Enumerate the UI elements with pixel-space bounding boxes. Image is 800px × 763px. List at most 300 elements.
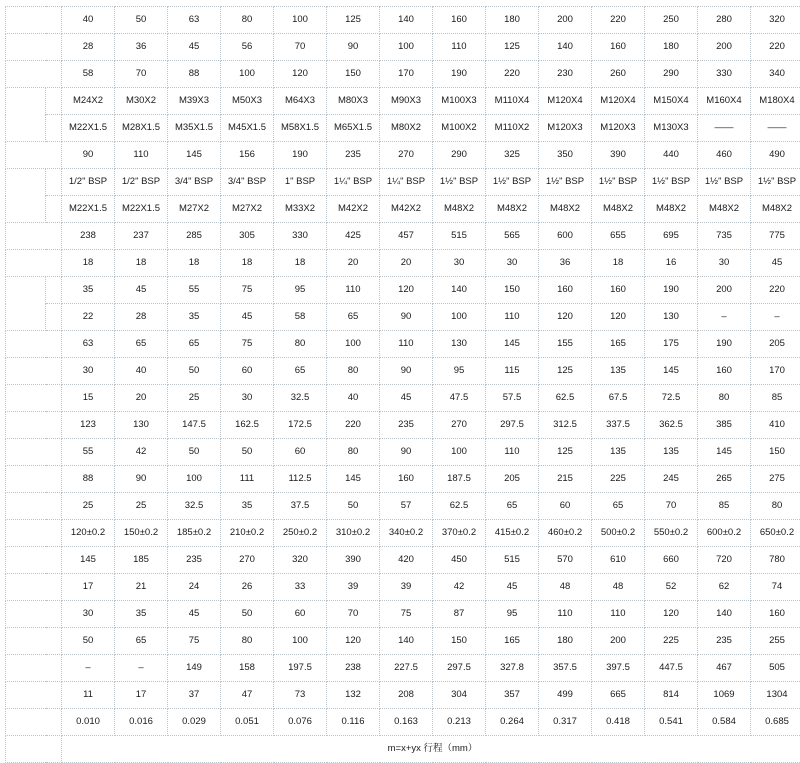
row-label-L6: L₆ bbox=[6, 358, 62, 385]
cell-piston-diameter-6: 125 bbox=[327, 7, 380, 34]
cell-D1-9: 220 bbox=[486, 61, 539, 88]
cell-D5-3: 145 bbox=[168, 142, 221, 169]
cell-D7-01-4: 3/4" BSP bbox=[221, 169, 274, 196]
cell-D2-G-7: M80X2 bbox=[380, 115, 433, 142]
table-row bbox=[6, 88, 800, 115]
cell-L7-14: 85 bbox=[751, 385, 800, 412]
cell-L8-12: 362.5 bbox=[645, 412, 698, 439]
cell-D7-02-13: M48X2 bbox=[698, 196, 751, 223]
cell-piston-diameter-2: 50 bbox=[115, 7, 168, 34]
cell-d1-9: 45 bbox=[486, 574, 539, 601]
cell-L7-2: 20 bbox=[115, 385, 168, 412]
cell-piston-diameter-4: 80 bbox=[221, 7, 274, 34]
cell-D7-01-2: 1/2" BSP bbox=[115, 169, 168, 196]
cell-h4-4: 158 bbox=[221, 655, 274, 682]
cell-L6-14: 170 bbox=[751, 358, 800, 385]
cell-h4-10: 357.5 bbox=[539, 655, 592, 682]
cell-piston-diameter-10: 200 bbox=[539, 7, 592, 34]
cell-h2-7: 75 bbox=[380, 601, 433, 628]
cell-piston-diameter-12: 250 bbox=[645, 7, 698, 34]
cell-D2-G-5: M58X1.5 bbox=[274, 115, 327, 142]
cell-L8-9: 297.5 bbox=[486, 412, 539, 439]
cell-L12-1: 88 bbox=[62, 466, 115, 493]
cell-L9-5: 60 bbox=[274, 439, 327, 466]
cell-d1-5: 33 bbox=[274, 574, 327, 601]
cell-L8-11: 337.5 bbox=[592, 412, 645, 439]
cell-L8-3: 147.5 bbox=[168, 412, 221, 439]
cell-D2-A-5: M64X3 bbox=[274, 88, 327, 115]
cell-piston-diameter-3: 63 bbox=[168, 7, 221, 34]
cell-D7-02-8: M48X2 bbox=[433, 196, 486, 223]
cell-coefficient-x-14: 1304 bbox=[751, 682, 800, 709]
cell-L13-12: 70 bbox=[645, 493, 698, 520]
cell-D2-G-10: M120X3 bbox=[539, 115, 592, 142]
cell-D7-02-3: M27X2 bbox=[168, 196, 221, 223]
cell-D7-01-14: 1½" BSP bbox=[751, 169, 800, 196]
row-label-D2-A: D₂ bbox=[6, 88, 46, 142]
cell-L0-13: 735 bbox=[698, 223, 751, 250]
cell-d1-7: 39 bbox=[380, 574, 433, 601]
cell-D2-A-6: M80X3 bbox=[327, 88, 380, 115]
cell-D7-01-8: 1½" BSP bbox=[433, 169, 486, 196]
row-sublabel-L2-G: G bbox=[46, 304, 62, 331]
cell-h2-1: 30 bbox=[62, 601, 115, 628]
cell-L0-5: 330 bbox=[274, 223, 327, 250]
cell-L2-A-8: 140 bbox=[433, 277, 486, 304]
cell-D5-7: 270 bbox=[380, 142, 433, 169]
row-sublabel-D7-02: 02 bbox=[46, 196, 62, 223]
cell-h4-13: 467 bbox=[698, 655, 751, 682]
cell-rod-diameter-1: 28 bbox=[62, 34, 115, 61]
cell-D7-02-5: M33X2 bbox=[274, 196, 327, 223]
cell-L12-3: 100 bbox=[168, 466, 221, 493]
cell-L4-11: 165 bbox=[592, 331, 645, 358]
cell-coefficient-y-4: 0.051 bbox=[221, 709, 274, 736]
cell-L13-8: 62.5 bbox=[433, 493, 486, 520]
cell-L15-7: 420 bbox=[380, 547, 433, 574]
row-label-L14: L₁₄ bbox=[6, 520, 62, 547]
cell-L2-G-7: 90 bbox=[380, 304, 433, 331]
cell-h3-1: 50 bbox=[62, 628, 115, 655]
cell-L1-5: 18 bbox=[274, 250, 327, 277]
cell-L2-G-14: – bbox=[751, 304, 800, 331]
cell-L2-G-4: 45 bbox=[221, 304, 274, 331]
cell-L2-A-13: 200 bbox=[698, 277, 751, 304]
cell-L0-4: 305 bbox=[221, 223, 274, 250]
cell-h3-13: 235 bbox=[698, 628, 751, 655]
cell-L6-6: 80 bbox=[327, 358, 380, 385]
cell-L6-9: 115 bbox=[486, 358, 539, 385]
table-row bbox=[6, 520, 800, 547]
cell-L6-5: 65 bbox=[274, 358, 327, 385]
cell-d1-8: 42 bbox=[433, 574, 486, 601]
cell-L7-8: 47.5 bbox=[433, 385, 486, 412]
cell-h2-10: 110 bbox=[539, 601, 592, 628]
cell-L9-3: 50 bbox=[168, 439, 221, 466]
cell-D2-A-1: M24X2 bbox=[62, 88, 115, 115]
cell-L4-13: 190 bbox=[698, 331, 751, 358]
cell-L12-14: 275 bbox=[751, 466, 800, 493]
table-row bbox=[6, 142, 800, 169]
cell-coefficient-x-4: 47 bbox=[221, 682, 274, 709]
cell-D7-02-1: M22X1.5 bbox=[62, 196, 115, 223]
cell-L14-10: 460±0.2 bbox=[539, 520, 592, 547]
row-label-rod-diameter: 活塞杆直径 bbox=[6, 34, 62, 61]
cell-h3-3: 75 bbox=[168, 628, 221, 655]
table-row bbox=[6, 682, 800, 709]
cell-L15-11: 610 bbox=[592, 547, 645, 574]
cell-h2-5: 60 bbox=[274, 601, 327, 628]
cell-D5-10: 350 bbox=[539, 142, 592, 169]
cell-D2-A-11: M120X4 bbox=[592, 88, 645, 115]
row-label-L9: L₉ bbox=[6, 439, 62, 466]
cell-L9-14: 150 bbox=[751, 439, 800, 466]
cell-D2-A-13: M160X4 bbox=[698, 88, 751, 115]
cell-L14-5: 250±0.2 bbox=[274, 520, 327, 547]
row-label-L15: L₁₅ bbox=[6, 547, 62, 574]
cell-D5-13: 460 bbox=[698, 142, 751, 169]
cell-D2-A-12: M150X4 bbox=[645, 88, 698, 115]
cell-L14-12: 550±0.2 bbox=[645, 520, 698, 547]
cell-h2-4: 50 bbox=[221, 601, 274, 628]
cell-L4-5: 80 bbox=[274, 331, 327, 358]
cell-L2-A-4: 75 bbox=[221, 277, 274, 304]
cell-L13-10: 60 bbox=[539, 493, 592, 520]
table-row bbox=[6, 34, 800, 61]
table-row bbox=[6, 574, 800, 601]
table-row bbox=[6, 115, 800, 142]
cell-L8-7: 235 bbox=[380, 412, 433, 439]
cell-D5-6: 235 bbox=[327, 142, 380, 169]
row-label-h4: h₄ bbox=[6, 655, 62, 682]
cell-D2-G-2: M28X1.5 bbox=[115, 115, 168, 142]
cell-L1-11: 18 bbox=[592, 250, 645, 277]
cell-L2-G-5: 58 bbox=[274, 304, 327, 331]
cell-L7-4: 30 bbox=[221, 385, 274, 412]
cell-D2-G-1: M22X1.5 bbox=[62, 115, 115, 142]
cell-L2-A-5: 95 bbox=[274, 277, 327, 304]
cell-D5-11: 390 bbox=[592, 142, 645, 169]
cell-L0-11: 655 bbox=[592, 223, 645, 250]
cell-L0-12: 695 bbox=[645, 223, 698, 250]
cell-L2-A-12: 190 bbox=[645, 277, 698, 304]
row-label-d1: d₁ bbox=[6, 574, 62, 601]
cell-L9-4: 50 bbox=[221, 439, 274, 466]
cell-rod-diameter-12: 180 bbox=[645, 34, 698, 61]
cell-L7-9: 57.5 bbox=[486, 385, 539, 412]
cell-L13-5: 37.5 bbox=[274, 493, 327, 520]
cell-L4-3: 65 bbox=[168, 331, 221, 358]
cell-D7-01-1: 1/2" BSP bbox=[62, 169, 115, 196]
cell-rod-diameter-11: 160 bbox=[592, 34, 645, 61]
cell-d1-10: 48 bbox=[539, 574, 592, 601]
cell-rod-diameter-10: 140 bbox=[539, 34, 592, 61]
cell-L12-8: 187.5 bbox=[433, 466, 486, 493]
cell-coefficient-x-9: 357 bbox=[486, 682, 539, 709]
cell-d1-3: 24 bbox=[168, 574, 221, 601]
cell-L6-11: 135 bbox=[592, 358, 645, 385]
cell-L14-8: 370±0.2 bbox=[433, 520, 486, 547]
table-row bbox=[6, 466, 800, 493]
cell-D1-13: 330 bbox=[698, 61, 751, 88]
table-row bbox=[6, 196, 800, 223]
cell-h2-2: 35 bbox=[115, 601, 168, 628]
cell-h3-11: 200 bbox=[592, 628, 645, 655]
cell-piston-diameter-5: 100 bbox=[274, 7, 327, 34]
cell-L13-3: 32.5 bbox=[168, 493, 221, 520]
cell-L1-8: 30 bbox=[433, 250, 486, 277]
cell-L7-10: 62.5 bbox=[539, 385, 592, 412]
cell-D2-G-3: M35X1.5 bbox=[168, 115, 221, 142]
cell-L14-4: 210±0.2 bbox=[221, 520, 274, 547]
cell-L15-10: 570 bbox=[539, 547, 592, 574]
cell-coefficient-y-13: 0.584 bbox=[698, 709, 751, 736]
cell-h3-12: 225 bbox=[645, 628, 698, 655]
cell-L8-5: 172.5 bbox=[274, 412, 327, 439]
cell-L13-6: 50 bbox=[327, 493, 380, 520]
cell-h4-14: 505 bbox=[751, 655, 800, 682]
cell-L15-12: 660 bbox=[645, 547, 698, 574]
table-row bbox=[6, 358, 800, 385]
cell-L12-10: 215 bbox=[539, 466, 592, 493]
cell-D7-01-10: 1½" BSP bbox=[539, 169, 592, 196]
table-row bbox=[6, 7, 800, 34]
cell-L0-1: 238 bbox=[62, 223, 115, 250]
cell-L13-13: 85 bbox=[698, 493, 751, 520]
cell-h4-5: 197.5 bbox=[274, 655, 327, 682]
cell-L0-6: 425 bbox=[327, 223, 380, 250]
cell-L7-6: 40 bbox=[327, 385, 380, 412]
cell-L7-1: 15 bbox=[62, 385, 115, 412]
cell-coefficient-y-7: 0.163 bbox=[380, 709, 433, 736]
row-label-L2-A: L₂ bbox=[6, 277, 46, 331]
cell-L12-9: 205 bbox=[486, 466, 539, 493]
cell-rod-diameter-13: 200 bbox=[698, 34, 751, 61]
cell-h2-9: 95 bbox=[486, 601, 539, 628]
cell-coefficient-y-5: 0.076 bbox=[274, 709, 327, 736]
cell-L2-G-10: 120 bbox=[539, 304, 592, 331]
cell-L14-1: 120±0.2 bbox=[62, 520, 115, 547]
table-row bbox=[6, 493, 800, 520]
cell-L1-7: 20 bbox=[380, 250, 433, 277]
cell-L2-A-14: 220 bbox=[751, 277, 800, 304]
cell-D2-A-4: M50X3 bbox=[221, 88, 274, 115]
cell-piston-diameter-9: 180 bbox=[486, 7, 539, 34]
cell-L1-12: 16 bbox=[645, 250, 698, 277]
table-row bbox=[6, 385, 800, 412]
cell-L8-13: 385 bbox=[698, 412, 751, 439]
cell-L13-1: 25 bbox=[62, 493, 115, 520]
cell-D1-1: 58 bbox=[62, 61, 115, 88]
cell-L8-2: 130 bbox=[115, 412, 168, 439]
cell-D2-A-7: M90X3 bbox=[380, 88, 433, 115]
row-label-h2: h₂ bbox=[6, 601, 62, 628]
cell-L9-7: 90 bbox=[380, 439, 433, 466]
cell-L6-2: 40 bbox=[115, 358, 168, 385]
cell-D1-5: 120 bbox=[274, 61, 327, 88]
table-row bbox=[6, 628, 800, 655]
cell-L14-13: 600±0.2 bbox=[698, 520, 751, 547]
cell-piston-diameter-13: 280 bbox=[698, 7, 751, 34]
cell-L2-G-11: 120 bbox=[592, 304, 645, 331]
cell-L6-7: 90 bbox=[380, 358, 433, 385]
cell-L4-8: 130 bbox=[433, 331, 486, 358]
cell-L1-6: 20 bbox=[327, 250, 380, 277]
cell-L0-7: 457 bbox=[380, 223, 433, 250]
cell-L4-7: 110 bbox=[380, 331, 433, 358]
cell-coefficient-y-12: 0.541 bbox=[645, 709, 698, 736]
cell-h3-8: 150 bbox=[433, 628, 486, 655]
cell-L14-2: 150±0.2 bbox=[115, 520, 168, 547]
cell-D7-02-11: M48X2 bbox=[592, 196, 645, 223]
cell-coefficient-x-10: 499 bbox=[539, 682, 592, 709]
cell-L2-A-7: 120 bbox=[380, 277, 433, 304]
row-label-weight: 重量 kg bbox=[6, 736, 62, 763]
cell-coefficient-x-11: 665 bbox=[592, 682, 645, 709]
row-label-L4: L₄ bbox=[6, 331, 62, 358]
cell-D1-12: 290 bbox=[645, 61, 698, 88]
cell-D2-G-14: —— bbox=[751, 115, 800, 142]
cell-L12-11: 225 bbox=[592, 466, 645, 493]
row-sublabel-D2-A: A bbox=[46, 88, 62, 115]
cell-D2-A-3: M39X3 bbox=[168, 88, 221, 115]
cell-L4-12: 175 bbox=[645, 331, 698, 358]
cell-d1-1: 17 bbox=[62, 574, 115, 601]
cell-L2-A-3: 55 bbox=[168, 277, 221, 304]
cell-L1-2: 18 bbox=[115, 250, 168, 277]
row-label-coefficient-x: 系数 x bbox=[6, 682, 62, 709]
cell-L1-3: 18 bbox=[168, 250, 221, 277]
row-label-coefficient-y: 系数 y bbox=[6, 709, 62, 736]
row-label-L1: L₁ bbox=[6, 250, 62, 277]
cell-coefficient-y-10: 0.317 bbox=[539, 709, 592, 736]
cell-L15-3: 235 bbox=[168, 547, 221, 574]
cell-coefficient-y-2: 0.016 bbox=[115, 709, 168, 736]
cell-D5-2: 110 bbox=[115, 142, 168, 169]
cell-h2-14: 160 bbox=[751, 601, 800, 628]
cell-d1-13: 62 bbox=[698, 574, 751, 601]
cell-L9-8: 100 bbox=[433, 439, 486, 466]
table-row bbox=[6, 277, 800, 304]
cell-h2-6: 70 bbox=[327, 601, 380, 628]
cell-D7-01-12: 1½" BSP bbox=[645, 169, 698, 196]
cell-D5-8: 290 bbox=[433, 142, 486, 169]
cell-L6-10: 125 bbox=[539, 358, 592, 385]
cell-coefficient-x-7: 208 bbox=[380, 682, 433, 709]
cell-L15-1: 145 bbox=[62, 547, 115, 574]
cell-L0-3: 285 bbox=[168, 223, 221, 250]
cell-L0-2: 237 bbox=[115, 223, 168, 250]
cell-D1-11: 260 bbox=[592, 61, 645, 88]
cell-L12-2: 90 bbox=[115, 466, 168, 493]
cell-D7-02-10: M48X2 bbox=[539, 196, 592, 223]
cell-D7-02-14: M48X2 bbox=[751, 196, 800, 223]
cell-D2-A-10: M120X4 bbox=[539, 88, 592, 115]
cell-D5-12: 440 bbox=[645, 142, 698, 169]
cell-D7-01-3: 3/4" BSP bbox=[168, 169, 221, 196]
cell-h2-8: 87 bbox=[433, 601, 486, 628]
cell-D2-G-13: —— bbox=[698, 115, 751, 142]
cell-coefficient-x-5: 73 bbox=[274, 682, 327, 709]
cell-h3-9: 165 bbox=[486, 628, 539, 655]
cell-h2-3: 45 bbox=[168, 601, 221, 628]
cell-coefficient-x-6: 132 bbox=[327, 682, 380, 709]
cell-L2-G-12: 130 bbox=[645, 304, 698, 331]
cell-D7-02-6: M42X2 bbox=[327, 196, 380, 223]
cell-L2-A-10: 160 bbox=[539, 277, 592, 304]
cell-L9-2: 42 bbox=[115, 439, 168, 466]
cell-rod-diameter-6: 90 bbox=[327, 34, 380, 61]
row-label-L13: L₁₃ bbox=[6, 493, 62, 520]
cell-D2-G-4: M45X1.5 bbox=[221, 115, 274, 142]
cell-D7-01-13: 1½" BSP bbox=[698, 169, 751, 196]
cell-L15-6: 390 bbox=[327, 547, 380, 574]
cell-D5-1: 90 bbox=[62, 142, 115, 169]
cell-L14-14: 650±0.2 bbox=[751, 520, 800, 547]
cell-D7-01-6: 1¼" BSP bbox=[327, 169, 380, 196]
cell-D7-02-2: M22X1.5 bbox=[115, 196, 168, 223]
cell-d1-2: 21 bbox=[115, 574, 168, 601]
cell-L4-4: 75 bbox=[221, 331, 274, 358]
cell-L1-14: 45 bbox=[751, 250, 800, 277]
cell-L2-G-6: 65 bbox=[327, 304, 380, 331]
cell-rod-diameter-4: 56 bbox=[221, 34, 274, 61]
cell-L8-8: 270 bbox=[433, 412, 486, 439]
cell-coefficient-y-8: 0.213 bbox=[433, 709, 486, 736]
cell-L2-A-2: 45 bbox=[115, 277, 168, 304]
cell-d1-14: 74 bbox=[751, 574, 800, 601]
cell-D1-14: 340 bbox=[751, 61, 800, 88]
cell-coefficient-x-2: 17 bbox=[115, 682, 168, 709]
row-sublabel-D2-G: G bbox=[46, 115, 62, 142]
cell-D5-4: 156 bbox=[221, 142, 274, 169]
cell-D1-8: 190 bbox=[433, 61, 486, 88]
cell-L0-8: 515 bbox=[433, 223, 486, 250]
cell-L8-10: 312.5 bbox=[539, 412, 592, 439]
cell-L7-7: 45 bbox=[380, 385, 433, 412]
cell-L2-G-3: 35 bbox=[168, 304, 221, 331]
cell-D7-01-11: 1½" BSP bbox=[592, 169, 645, 196]
cell-L1-4: 18 bbox=[221, 250, 274, 277]
cell-L15-9: 515 bbox=[486, 547, 539, 574]
cell-L4-14: 205 bbox=[751, 331, 800, 358]
weight-formula: m=x+yx 行程（mm） bbox=[62, 736, 800, 763]
cell-L2-A-9: 150 bbox=[486, 277, 539, 304]
table-row bbox=[6, 169, 800, 196]
cell-D7-02-7: M42X2 bbox=[380, 196, 433, 223]
cell-L12-12: 245 bbox=[645, 466, 698, 493]
table-row bbox=[6, 439, 800, 466]
cell-coefficient-x-3: 37 bbox=[168, 682, 221, 709]
cell-h3-4: 80 bbox=[221, 628, 274, 655]
cell-D7-01-9: 1½" BSP bbox=[486, 169, 539, 196]
cell-L8-6: 220 bbox=[327, 412, 380, 439]
cell-D5-14: 490 bbox=[751, 142, 800, 169]
cell-D2-G-11: M120X3 bbox=[592, 115, 645, 142]
cell-L13-11: 65 bbox=[592, 493, 645, 520]
cell-L8-4: 162.5 bbox=[221, 412, 274, 439]
cell-L9-12: 135 bbox=[645, 439, 698, 466]
cell-d1-11: 48 bbox=[592, 574, 645, 601]
cell-coefficient-y-14: 0.685 bbox=[751, 709, 800, 736]
cell-h2-11: 110 bbox=[592, 601, 645, 628]
cell-L2-G-9: 110 bbox=[486, 304, 539, 331]
row-sublabel-L2-A: A bbox=[46, 277, 62, 304]
cell-L15-2: 185 bbox=[115, 547, 168, 574]
cell-rod-diameter-8: 110 bbox=[433, 34, 486, 61]
table-row bbox=[6, 655, 800, 682]
cell-L12-5: 112.5 bbox=[274, 466, 327, 493]
